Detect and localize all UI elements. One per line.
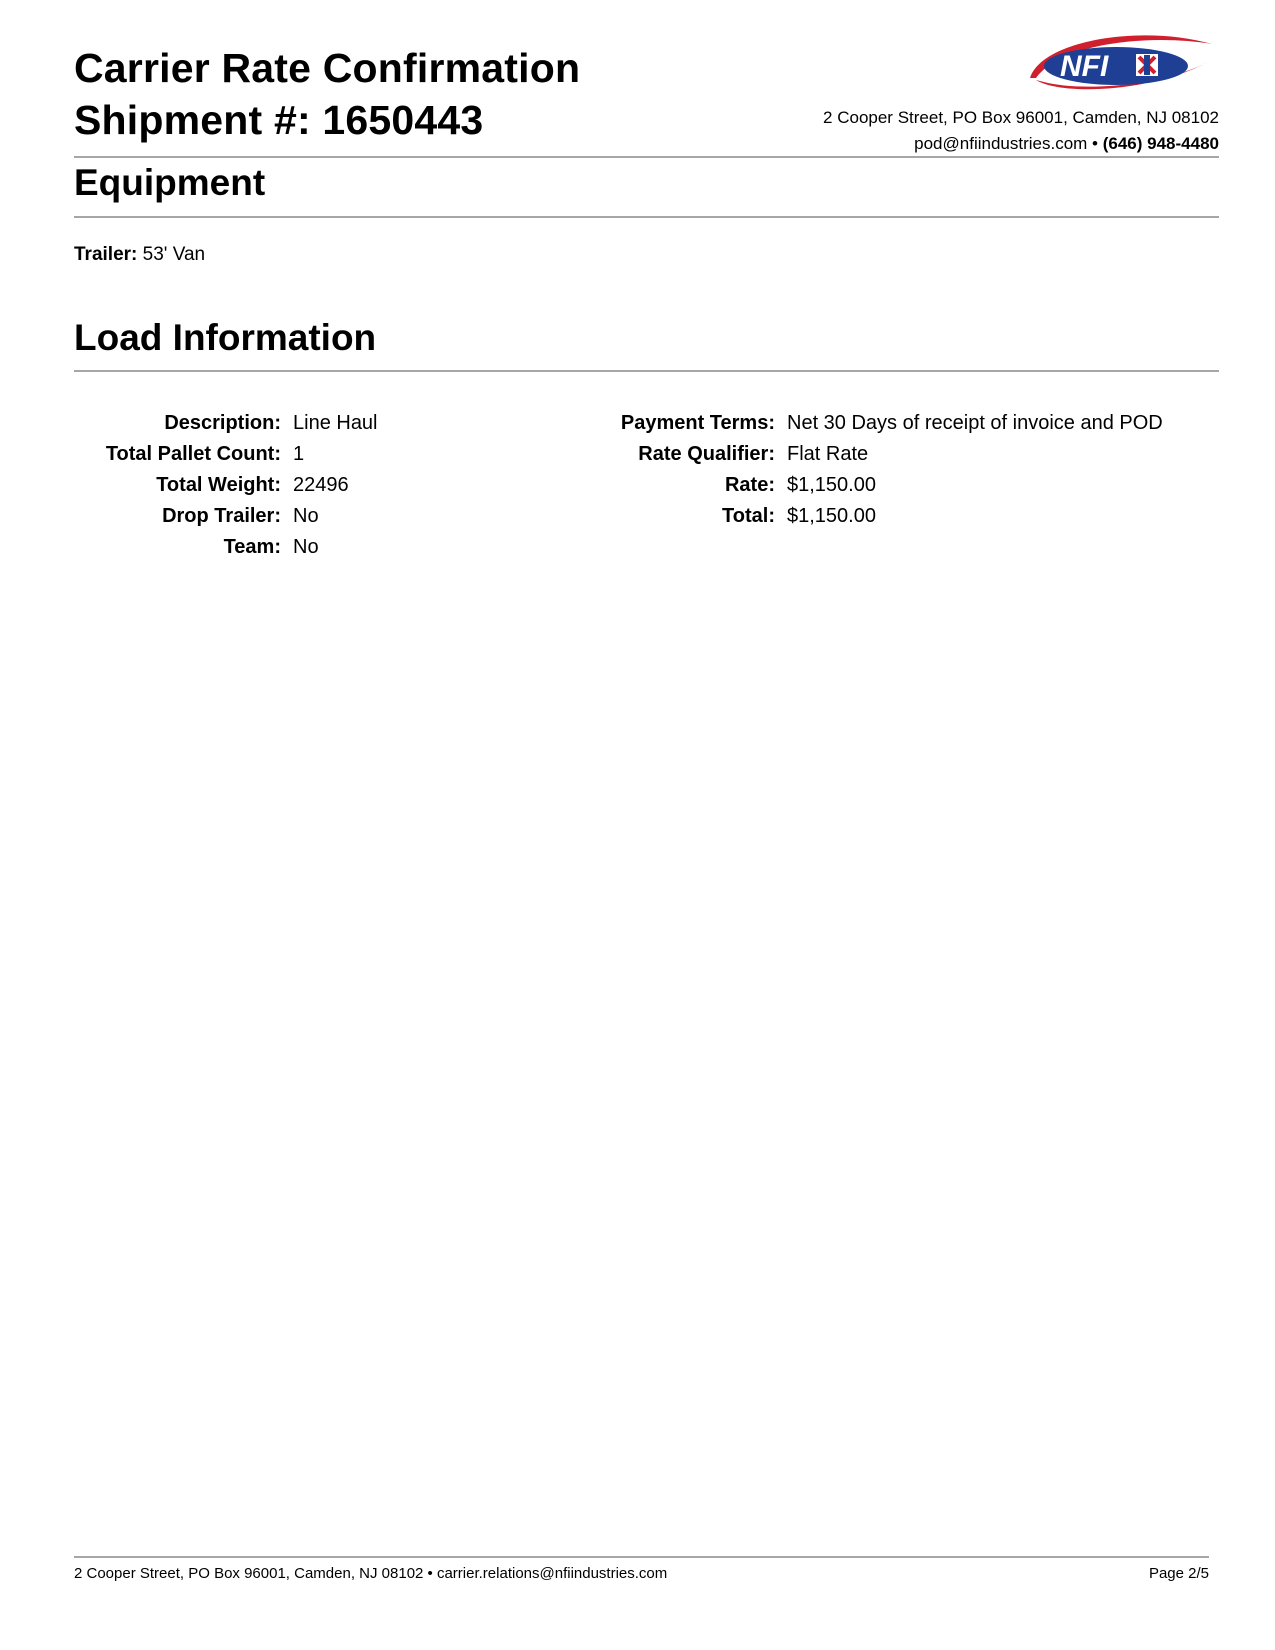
load-information-divider xyxy=(74,370,1219,372)
field-value: Line Haul xyxy=(293,412,378,434)
trailer-field xyxy=(74,244,205,266)
field-label: Team: xyxy=(223,536,281,558)
shipment-number: Shipment #: 1650443 xyxy=(74,97,484,143)
header-divider xyxy=(74,156,1219,158)
title-line-1: Carrier Rate Confirmation xyxy=(74,45,581,91)
field-label: Total Weight: xyxy=(156,474,281,496)
document-title xyxy=(74,42,580,146)
field-value: Net 30 Days of receipt of invoice and POD xyxy=(787,412,1163,434)
field-row xyxy=(560,501,1163,532)
field-row xyxy=(74,501,378,532)
load-details-left xyxy=(74,408,378,563)
nfi-logo xyxy=(1022,22,1216,100)
logo-wordmark: NFI xyxy=(1060,50,1109,83)
field-label: Description: xyxy=(164,412,281,434)
field-value: No xyxy=(293,505,319,527)
page-number: Page 2/5 xyxy=(1148,1565,1209,1582)
field-row xyxy=(560,439,1163,470)
field-value: $1,150.00 xyxy=(787,474,876,496)
field-label: Drop Trailer: xyxy=(162,505,281,527)
equipment-heading: Equipment xyxy=(74,162,266,203)
field-label: Rate Qualifier: xyxy=(638,443,775,465)
company-phone: (646) 948-4480 xyxy=(1102,134,1219,153)
field-row xyxy=(74,408,378,439)
trailer-value: 53' Van xyxy=(142,244,206,265)
footer-contact: 2 Cooper Street, PO Box 96001, Camden, NJ 08102 • carrier.relations@nfiindustries.com xyxy=(74,1565,668,1582)
field-value: 1 xyxy=(293,443,305,465)
footer-divider xyxy=(74,1556,1209,1558)
separator-bullet: • xyxy=(1092,134,1098,153)
field-row xyxy=(74,532,378,563)
company-email[interactable]: pod@nfiindustries.com xyxy=(914,134,1088,153)
load-information-heading: Load Information xyxy=(74,317,377,358)
field-label: Total: xyxy=(722,505,775,527)
field-value: Flat Rate xyxy=(787,443,869,465)
page-footer xyxy=(74,1565,1209,1582)
company-email-phone xyxy=(823,131,1219,157)
field-label: Total Pallet Count: xyxy=(105,443,281,465)
field-row xyxy=(560,408,1163,439)
field-row xyxy=(74,439,378,470)
field-label: Payment Terms: xyxy=(620,412,775,434)
field-row xyxy=(560,470,1163,501)
load-details-right xyxy=(560,408,1163,532)
trailer-label: Trailer: xyxy=(74,244,138,265)
company-address: 2 Cooper Street, PO Box 96001, Camden, NJ 08102 xyxy=(823,108,1219,127)
field-value: No xyxy=(293,536,319,558)
field-value: 22496 xyxy=(293,474,349,496)
logo-emblem xyxy=(1136,54,1158,76)
field-label: Rate: xyxy=(724,474,775,496)
field-value: $1,150.00 xyxy=(787,505,876,527)
equipment-divider xyxy=(74,216,1219,218)
company-contact xyxy=(823,105,1219,157)
field-row xyxy=(74,470,378,501)
